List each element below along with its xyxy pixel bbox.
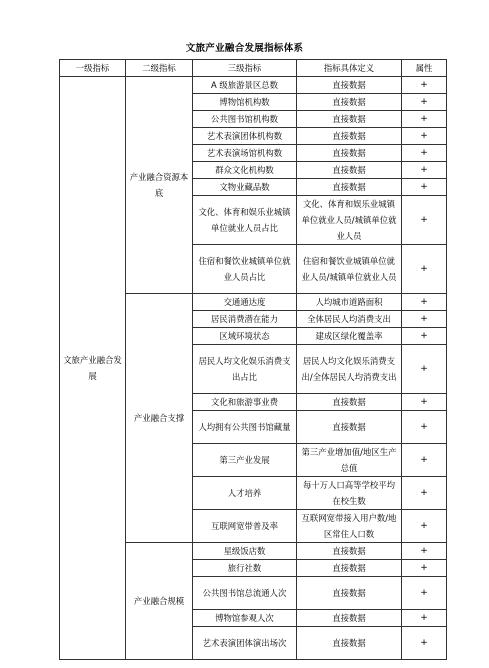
indicator-cell: 公共图书馆机构数 xyxy=(193,111,297,128)
indicator-cell: 艺术表演团体演出场次 xyxy=(193,627,297,660)
definition-cell: 人均城市道路面积 xyxy=(297,294,402,311)
definition-cell: 直接数据 xyxy=(297,577,402,610)
indicator-cell: 人均拥有公共图书馆藏量 xyxy=(193,411,297,444)
definition-cell: 文化、体育和娱乐业城镇单位就业人员/城镇单位就业人员 xyxy=(297,196,402,245)
indicator-cell: 星级饭店数 xyxy=(193,543,297,560)
definition-cell: 建成区绿化覆盖率 xyxy=(297,328,402,345)
indicator-cell: 艺术表演团体机构数 xyxy=(193,128,297,145)
attribute-cell: + xyxy=(402,128,447,145)
attribute-cell: + xyxy=(402,411,447,444)
definition-cell: 直接数据 xyxy=(297,179,402,196)
attribute-cell: + xyxy=(402,94,447,111)
indicator-cell: 艺术表演场馆机构数 xyxy=(193,145,297,162)
table-header-row xyxy=(60,60,447,77)
attribute-cell: + xyxy=(402,560,447,577)
attribute-cell: + xyxy=(402,311,447,328)
indicator-cell: 互联网宽带普及率 xyxy=(193,510,297,543)
attribute-cell: + xyxy=(402,145,447,162)
definition-cell: 直接数据 xyxy=(297,162,402,179)
attribute-cell: + xyxy=(402,610,447,627)
indicator-cell: 第三产业发展 xyxy=(193,444,297,477)
definition-cell: 直接数据 xyxy=(297,94,402,111)
attribute-cell: + xyxy=(402,345,447,394)
level2-cell: 产业融合支撑 xyxy=(126,294,193,543)
indicator-cell: 文化、体育和娱乐业城镇单位就业人员占比 xyxy=(193,196,297,245)
attribute-cell: + xyxy=(402,162,447,179)
indicator-cell: A 级旅游景区总数 xyxy=(193,77,297,94)
indicator-cell: 居民人均文化娱乐消费支出占比 xyxy=(193,345,297,394)
indicator-cell: 群众文化机构数 xyxy=(193,162,297,179)
definition-cell: 直接数据 xyxy=(297,111,402,128)
definition-cell: 直接数据 xyxy=(297,411,402,444)
header-level2: 二级指标 xyxy=(126,60,193,77)
header-attribute: 属性 xyxy=(402,60,447,77)
indicator-cell: 文化和旅游事业费 xyxy=(193,394,297,411)
document-title: 文旅产业融合发展指标体系 xyxy=(185,43,304,54)
definition-cell: 第三产业增加值/地区生产总值 xyxy=(297,444,402,477)
indicator-cell: 区域环境状态 xyxy=(193,328,297,345)
attribute-cell: + xyxy=(402,196,447,245)
indicator-cell: 博物馆参观人次 xyxy=(193,610,297,627)
attribute-cell: + xyxy=(402,328,447,345)
attribute-cell: + xyxy=(402,294,447,311)
table-row xyxy=(60,77,447,94)
definition-cell: 直接数据 xyxy=(297,394,402,411)
indicator-cell: 文物业藏品数 xyxy=(193,179,297,196)
definition-cell: 直接数据 xyxy=(297,145,402,162)
header-definition: 指标具体定义 xyxy=(297,60,402,77)
indicator-cell: 公共图书馆总流通人次 xyxy=(193,577,297,610)
indicator-cell: 人才培养 xyxy=(193,477,297,510)
attribute-cell: + xyxy=(402,111,447,128)
attribute-cell: + xyxy=(402,245,447,294)
attribute-cell: + xyxy=(402,444,447,477)
indicator-cell: 交通通达度 xyxy=(193,294,297,311)
indicator-table xyxy=(59,59,447,660)
level2-cell: 产业融合规模 xyxy=(126,543,193,660)
level1-cell: 文旅产业融合发展 xyxy=(60,77,126,660)
definition-cell: 直接数据 xyxy=(297,627,402,660)
definition-cell: 住宿和餐饮业城镇单位就业人员/城镇单位就业人员 xyxy=(297,245,402,294)
level2-cell: 产业融合资源本底 xyxy=(126,77,193,294)
definition-cell: 直接数据 xyxy=(297,610,402,627)
definition-cell: 每十万人口高等学校平均在校生数 xyxy=(297,477,402,510)
attribute-cell: + xyxy=(402,394,447,411)
indicator-cell: 居民消费潜在能力 xyxy=(193,311,297,328)
attribute-cell: + xyxy=(402,577,447,610)
definition-cell: 居民人均文化娱乐消费支出/全体居民人均消费支出 xyxy=(297,345,402,394)
indicator-cell: 旅行社数 xyxy=(193,560,297,577)
attribute-cell: + xyxy=(402,477,447,510)
attribute-cell: + xyxy=(402,179,447,196)
header-level3: 三级指标 xyxy=(193,60,297,77)
definition-cell: 互联网宽带接入用户数/地区常住人口数 xyxy=(297,510,402,543)
header-level1: 一级指标 xyxy=(60,60,126,77)
indicator-cell: 住宿和餐饮业城镇单位就业人员占比 xyxy=(193,245,297,294)
attribute-cell: + xyxy=(402,510,447,543)
attribute-cell: + xyxy=(402,543,447,560)
indicator-cell: 博物馆机构数 xyxy=(193,94,297,111)
definition-cell: 全体居民人均消费支出 xyxy=(297,311,402,328)
definition-cell: 直接数据 xyxy=(297,543,402,560)
attribute-cell: + xyxy=(402,77,447,94)
definition-cell: 直接数据 xyxy=(297,560,402,577)
definition-cell: 直接数据 xyxy=(297,128,402,145)
definition-cell: 直接数据 xyxy=(297,77,402,94)
attribute-cell: + xyxy=(402,627,447,660)
